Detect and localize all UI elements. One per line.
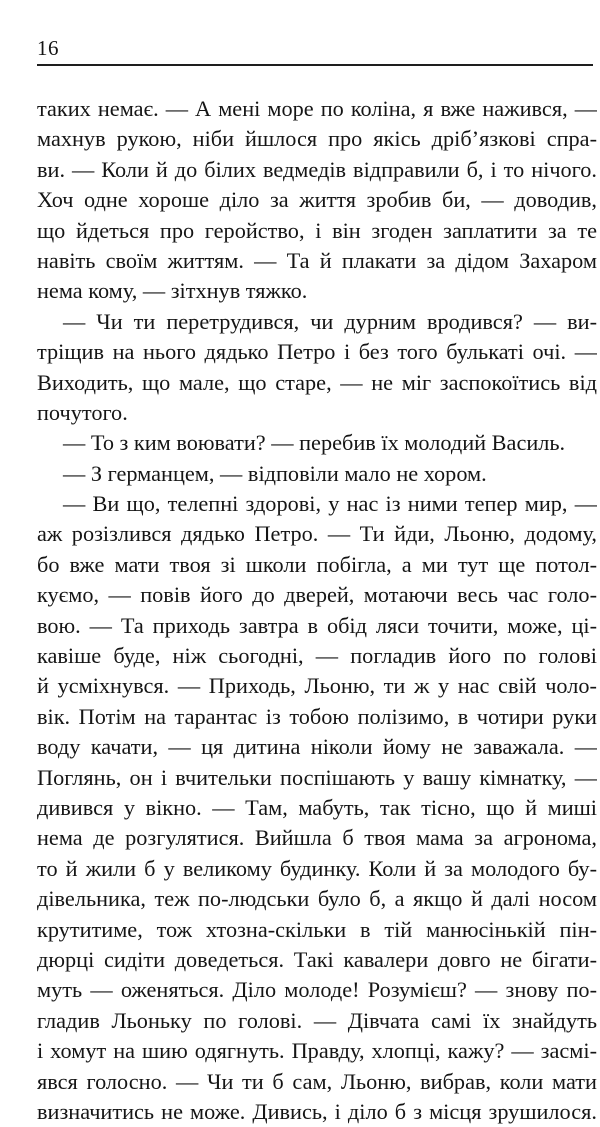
- text-line: ви. — Коли й до білих ведмедів відправили б, і то нічого.: [37, 156, 597, 182]
- text-line: Виходить, що мале, що старе, — не міг заспокоїтись від: [37, 369, 597, 395]
- text-line: дюрці сидіти доведеться. Такі кавалери довго не бігати-: [37, 946, 597, 972]
- text-line: аж розізлився дядько Петро. — Ти йди, Льоню, додому,: [37, 521, 597, 547]
- text-line: нема кому, — зітхнув тяжко.: [37, 278, 308, 304]
- text-line: дивився у вікно. — Там, мабуть, так тісно, що й миші: [37, 794, 597, 820]
- page-number: 16: [37, 36, 59, 60]
- text-line: куємо, — повів його до дверей, мотаючи весь час голо-: [37, 582, 597, 608]
- text-line: кавіше буде, ніж сьогодні, — погладив його по голові: [37, 643, 597, 669]
- text-line: почутого.: [37, 399, 128, 425]
- text-line: муть — оженяться. Діло молоде! Розумієш? — знову по-: [37, 977, 597, 1003]
- text-line: навіть своїм життям. — Та й плакати за дідом Захаром: [37, 247, 597, 273]
- text-line: махнув рукою, ніби йшлося про якісь дріб’язкові спра-: [37, 126, 597, 152]
- header-rule: [37, 64, 593, 66]
- text-line: нема де розгулятися. Вийшла б твоя мама за агронома,: [37, 825, 597, 851]
- text-line: Хоч одне хороше діло за життя зробив би, — доводив,: [37, 187, 597, 213]
- body-text: [37, 94, 597, 1127]
- text-line: явся голосно. — Чи ти б сам, Льоню, вибрав, коли мати: [37, 1068, 597, 1094]
- text-line: що йдеться про геройство, і він згоден заплатити за те: [37, 217, 597, 243]
- text-line: тріщив на нього дядько Петро і без того булькаті очі. —: [37, 339, 597, 365]
- text-line: дівельника, теж по-людськи було б, а якщо й далі носом: [37, 886, 597, 912]
- text-line: таких немає. — А мені море по коліна, я вже нажився, —: [37, 96, 597, 121]
- text-line: — З германцем, — відповіли мало не хором.: [63, 460, 487, 486]
- text-line: вік. Потім на тарантас із тобою полізимо, в чотири руки: [37, 703, 597, 729]
- text-line: бо вже мати твоя зі школи побігла, а ми тут ще потол-: [37, 551, 597, 577]
- text-line: крутитиме, тож хтозна-скільки в тій манюсінькій пін-: [37, 916, 597, 942]
- text-line: й усміхнувся. — Приходь, Льоню, ти ж у нас свій чоло-: [37, 673, 597, 699]
- text-line: Поглянь, он і вчительки поспішають у вашу кімнатку, —: [37, 764, 597, 790]
- text-line: то й жили б у великому будинку. Коли й за молодого бу-: [37, 855, 597, 881]
- text-line: воду качати, — ця дитина ніколи йому не заважала. —: [37, 734, 597, 760]
- text-line: вою. — Та приходь завтра в обід ляси точити, може, ці-: [37, 612, 597, 638]
- text-line: і хомут на шию одягнуть. Правду, хлопці, кажу? — засмі-: [37, 1038, 597, 1064]
- text-line: — Чи ти перетрудився, чи дурним вродився? — ви-: [63, 308, 597, 334]
- text-line: визначитись не може. Дивись, і діло б з місця зрушилося.: [37, 1098, 597, 1124]
- text-line: — То з ким воювати? — перебив їх молодий Василь.: [63, 430, 566, 456]
- text-line: гладив Льоньку по голові. — Дівчата самі їх знайдуть: [37, 1007, 597, 1033]
- text-line: — Ви що, телепні здорові, у нас із ними тепер мир, —: [63, 491, 597, 517]
